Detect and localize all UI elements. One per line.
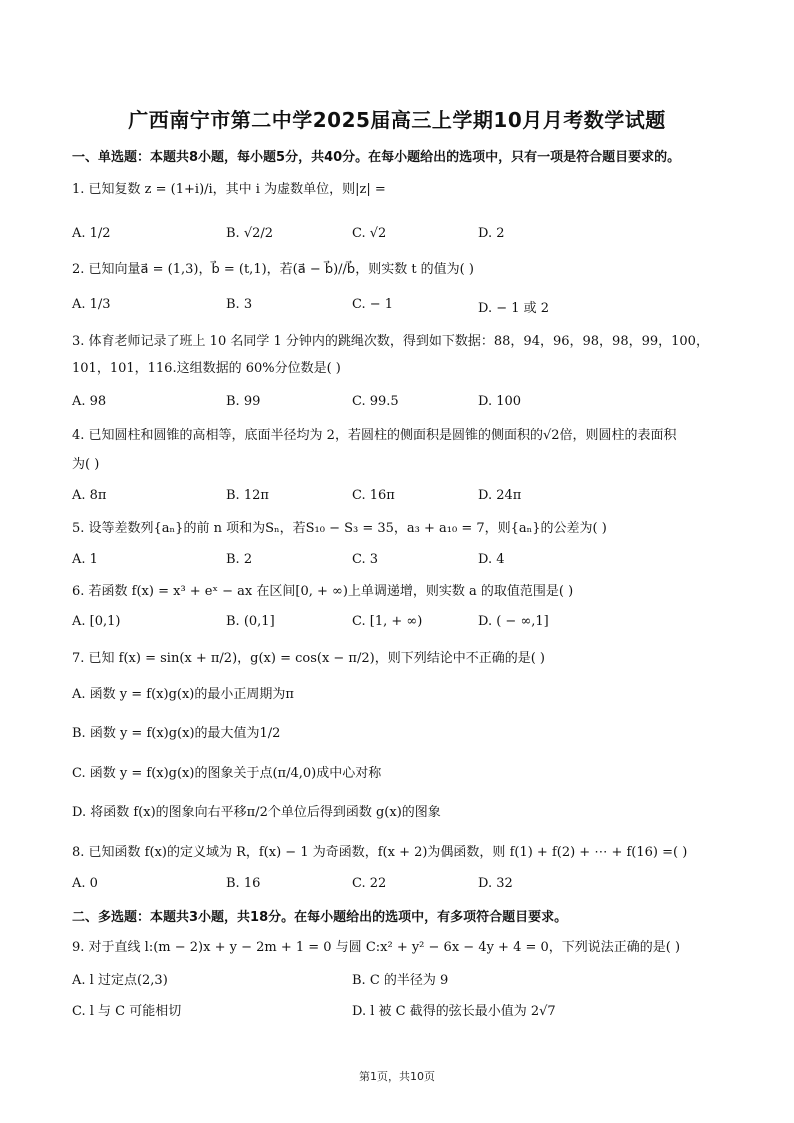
option-c: C. 22 (352, 876, 387, 891)
question-3-stem-line2: 101，101，116.这组数据的 60%分位数是( ) (72, 361, 341, 376)
option-c: C. √2 (352, 226, 387, 241)
option-a: A. 0 (72, 876, 98, 891)
option-a: A. l 过定点(2,3) (72, 973, 168, 988)
option-a: A. 98 (72, 394, 107, 409)
question-8-options (72, 876, 732, 898)
option-c: C. [1, + ∞) (352, 614, 423, 629)
question-4-options (72, 488, 732, 510)
option-d: D. 32 (478, 876, 513, 891)
option-d: D. l 被 C 截得的弦长最小值为 2√7 (352, 1004, 556, 1019)
question-5-stem: 5. 设等差数列{aₙ}的前 n 项和为Sₙ，若S₁₀ − S₃ = 35，a₃ + a₁₀ = 7，则{aₙ}的公差为( ) (72, 521, 607, 536)
question-7-option-a: A. 函数 y = f(x)g(x)的最小正周期为π (72, 687, 294, 702)
option-c: C. − 1 (352, 297, 394, 312)
option-d: D. 2 (478, 226, 505, 241)
option-c: C. 16π (352, 488, 395, 503)
question-9-stem: 9. 对于直线 l:(m − 2)x + y − 2m + 1 = 0 与圆 C:x² + y² − 6x − 4y + 4 = 0，下列说法正确的是( ) (72, 940, 681, 955)
option-b: B. √2/2 (226, 226, 274, 241)
option-a: A. 1/3 (72, 297, 111, 312)
option-d: D. 100 (478, 394, 522, 409)
option-b: B. 3 (226, 297, 253, 312)
question-8-stem: 8. 已知函数 f(x)的定义域为 R，f(x) − 1 为奇函数，f(x + 2)为偶函数，则 f(1) + f(2) + ⋯ + f(16) =( ) (72, 845, 688, 860)
question-3-stem: 3. 体育老师记录了班上 10 名同学 1 分钟内的跳绳次数，得到如下数据：88，94，96，98，98，99，100， (72, 334, 709, 349)
question-6-options (72, 614, 732, 636)
question-2-stem: 2. 已知向量a⃗ = (1,3)，b⃗ = (t,1)，若(a⃗ − b⃗)//b⃗，则实数 t 的值为( ) (72, 262, 474, 277)
question-6-stem: 6. 若函数 f(x) = x³ + eˣ − ax 在区间[0, + ∞)上单调递增，则实数 a 的取值范围是( ) (72, 584, 574, 599)
option-b: B. C 的半径为 9 (352, 973, 449, 988)
question-7-option-b: B. 函数 y = f(x)g(x)的最大值为1/2 (72, 726, 281, 741)
option-a: A. 1 (72, 552, 98, 567)
section-heading-multiple-choice: 二、多选题：本题共3小题，共18分。在每小题给出的选项中，有多项符合题目要求。 (72, 910, 568, 925)
option-c: C. l 与 C 可能相切 (72, 1004, 182, 1019)
option-a: A. [0,1) (72, 614, 121, 629)
option-b: B. 2 (226, 552, 253, 567)
option-b: B. 99 (226, 394, 261, 409)
question-1-options (72, 226, 732, 248)
question-7-stem: 7. 已知 f(x) = sin(x + π/2)，g(x) = cos(x − π/2)，则下列结论中不正确的是( ) (72, 651, 545, 666)
question-1-stem: 1. 已知复数 z = (1+i)/i，其中 i 为虚数单位，则|z| = (72, 182, 386, 197)
option-b: B. (0,1] (226, 614, 275, 629)
question-9-options-row2 (72, 1000, 732, 1022)
question-9-options-row1 (72, 969, 732, 991)
option-b: B. 16 (226, 876, 261, 891)
option-d: D. ( − ∞,1] (478, 614, 549, 629)
section-heading-single-choice: 一、单选题：本题共8小题，每小题5分，共40分。在每小题给出的选项中，只有一项是符合题目要求的。 (72, 150, 681, 165)
question-7-option-d: D. 将函数 f(x)的图象向右平移π/2个单位后得到函数 g(x)的图象 (72, 805, 441, 820)
question-5-options (72, 552, 732, 574)
option-a: A. 1/2 (72, 226, 111, 241)
option-d: D. 4 (478, 552, 505, 567)
question-2-options (72, 297, 732, 319)
question-4-stem: 4. 已知圆柱和圆锥的高相等，底面半径均为 2，若圆柱的侧面积是圆锥的侧面积的√2倍，则圆柱的表面积 (72, 428, 677, 443)
option-c: C. 99.5 (352, 394, 399, 409)
option-d: D. 24π (478, 488, 522, 503)
question-4-stem-line2: 为( ) (72, 457, 100, 472)
option-a: A. 8π (72, 488, 107, 503)
question-7-option-c: C. 函数 y = f(x)g(x)的图象关于点(π/4,0)成中心对称 (72, 766, 382, 781)
option-b: B. 12π (226, 488, 269, 503)
option-d: D. − 1 或 2 (478, 301, 550, 316)
page-footer: 第1页，共10页 (359, 1070, 435, 1083)
question-3-options (72, 394, 732, 416)
page-title: 广西南宁市第二中学2025届高三上学期10月月考数学试题 (128, 108, 666, 132)
option-c: C. 3 (352, 552, 379, 567)
